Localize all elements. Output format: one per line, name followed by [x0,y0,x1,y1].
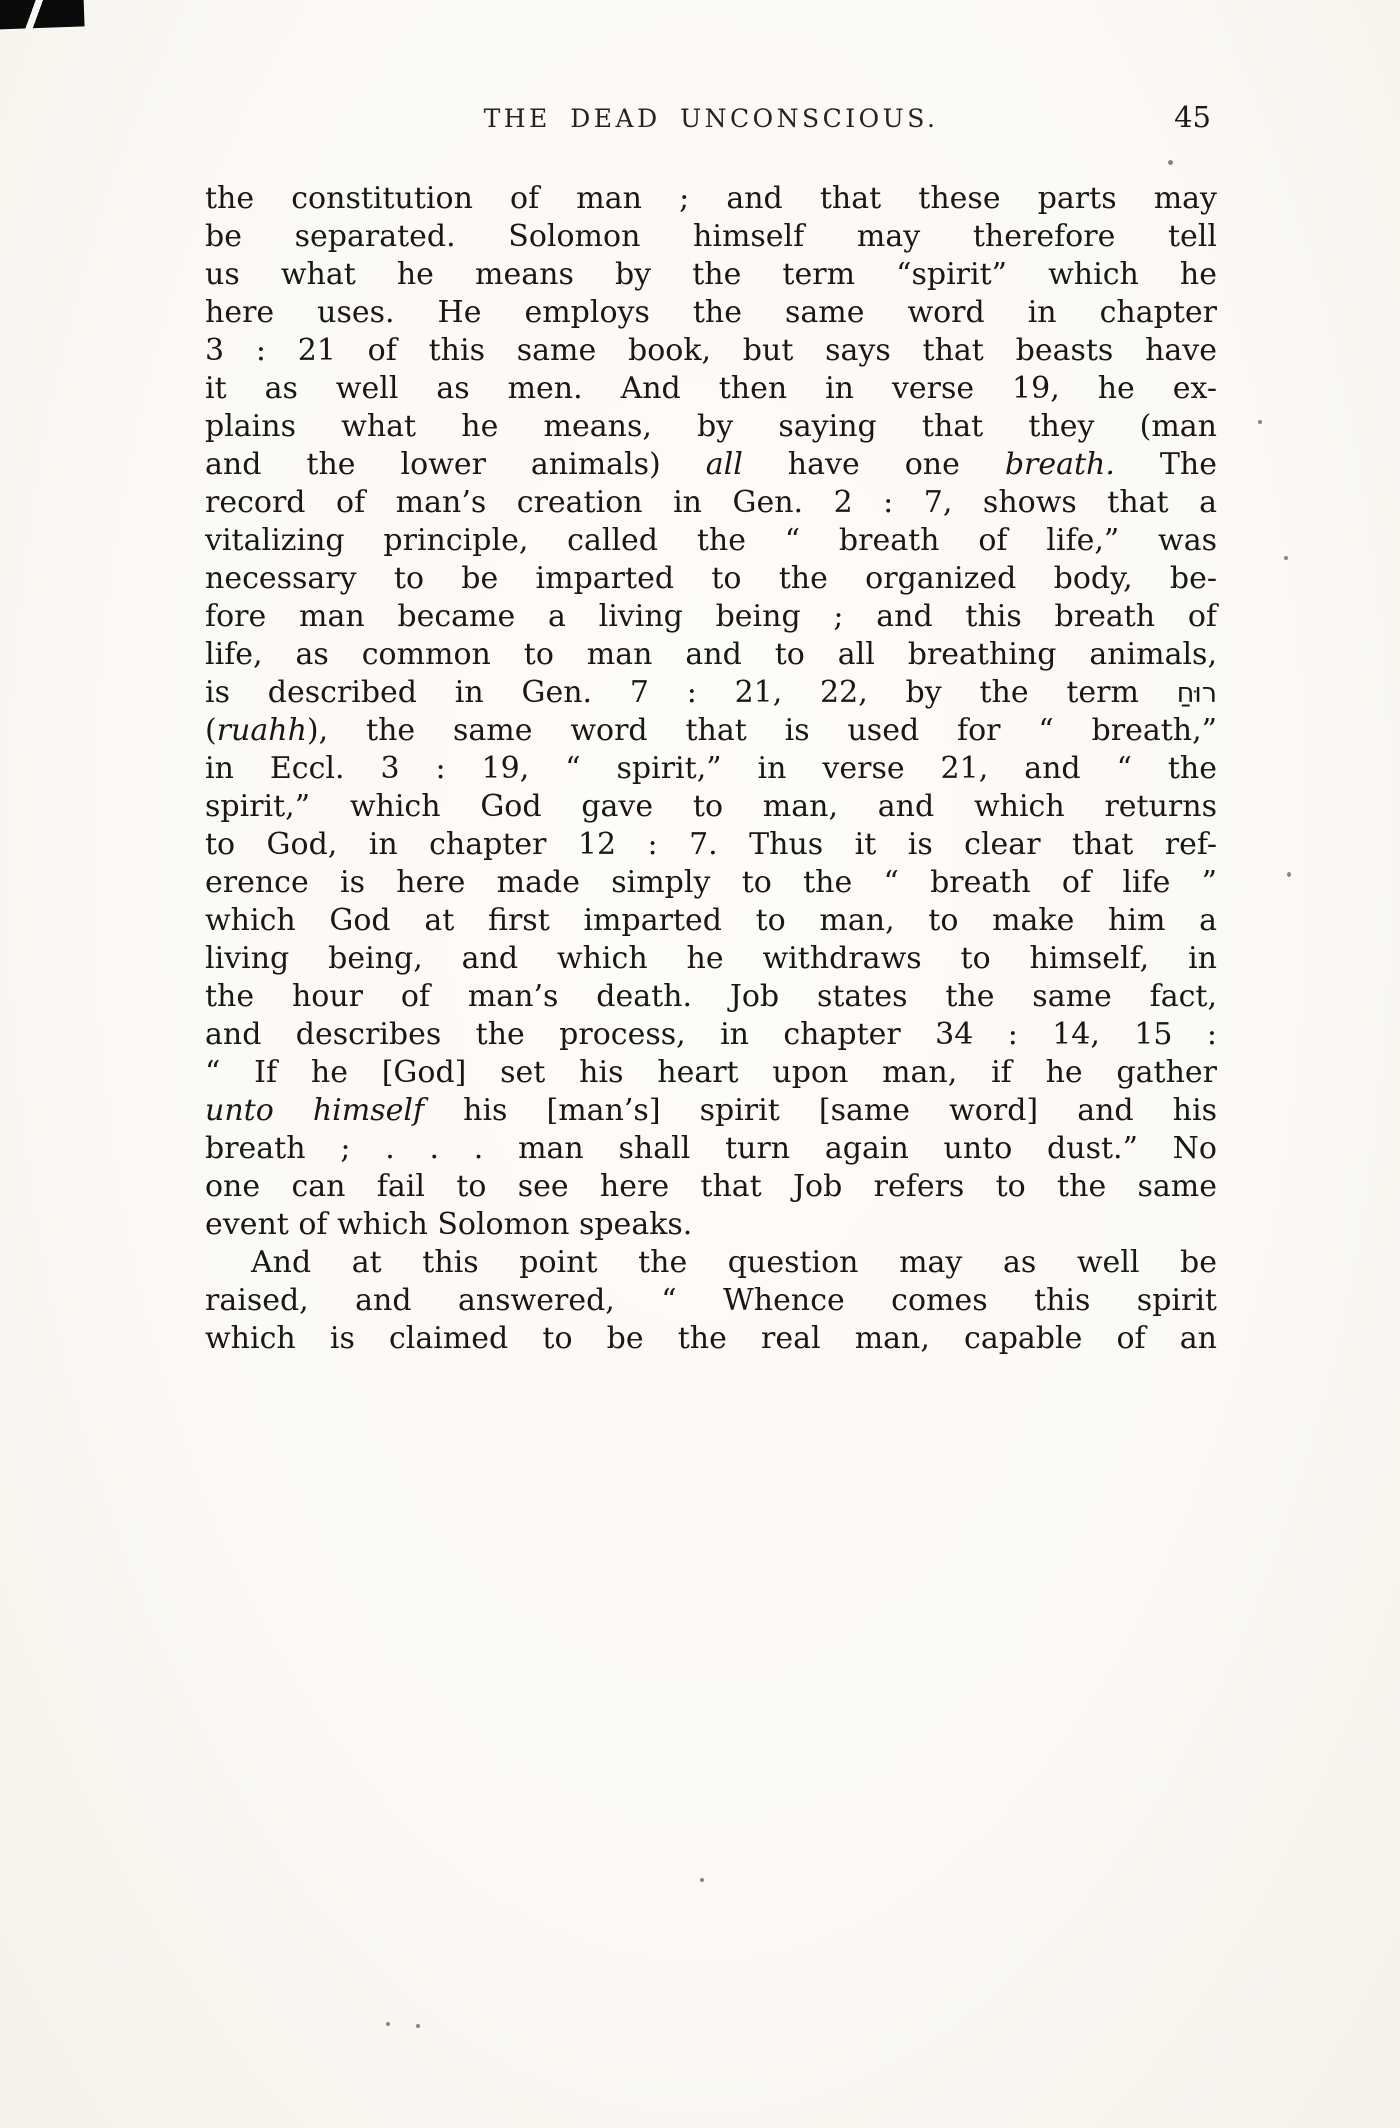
text-run: his [man’s] spirit [same word] and his [424,1093,1217,1128]
text-run: which God at first imparted to man, to make him a [205,903,1217,938]
text-run: all [705,447,743,482]
text-run: The [1114,447,1217,482]
text-run: and the lower animals) [205,447,706,482]
text-line [205,484,1217,522]
text-line [205,1092,1217,1130]
text-run: plains what he means, by saying that they (man [205,409,1217,444]
text-run: 3 : 21 of this same book, but says that beasts have [205,333,1217,368]
text-line [205,598,1217,636]
text-line [205,294,1217,332]
text-run: the constitution of man ; and that these parts may [205,181,1217,216]
text-run: record of man’s creation in Gen. 2 : 7, shows that a [205,485,1217,520]
scan-speck [386,2022,390,2026]
text-run: have one [742,447,1005,482]
text-line [205,1130,1217,1168]
text-line [205,522,1217,560]
scan-corner-artifact [0,0,85,30]
text-run: living being, and which he withdraws to himself, in [205,941,1217,976]
text-run: ( [205,713,217,748]
text-line [205,636,1217,674]
page-number: 45 [1174,100,1211,134]
text-run: the hour of man’s death. Job states the same fact, [205,979,1217,1014]
text-line [205,978,1217,1016]
text-run: to God, in chapter 12 : 7. Thus it is clear that ref- [205,827,1217,862]
text-run: necessary to be imparted to the organized body, be- [205,561,1217,596]
text-run: erence is here made simply to the “ breath of life ” [205,865,1217,900]
text-line [205,1206,1217,1244]
text-run: us what he means by the term “spirit” which he [205,257,1217,292]
text-run: unto himself [205,1093,425,1128]
text-run: which is claimed to be the real man, capable of an [205,1321,1217,1356]
text-run: in Eccl. 3 : 19, “ spirit,” in verse 21, and “ the [205,751,1217,786]
scan-speck [1258,420,1262,424]
text-run: ruahh [216,713,307,748]
text-run: it as well as men. And then in verse 19, he ex- [205,371,1217,406]
text-run: And at this point the question may as well be [251,1245,1217,1280]
text-run: is described in Gen. 7 : 21, 22, by the term [205,675,1177,710]
text-run: one can fail to see here that Job refers to the same [205,1169,1217,1204]
body-text [205,180,1217,1358]
text-line [205,826,1217,864]
text-line [205,864,1217,902]
text-run: life, as common to man and to all breathing animals, [205,637,1217,672]
scan-speck [1168,160,1173,165]
text-line [205,674,1217,712]
text-run: vitalizing principle, called the “ breath of life,” was [205,523,1217,558]
text-line [205,446,1217,484]
text-line [205,1320,1217,1358]
text-run: raised, and answered, “ Whence comes this spirit [205,1283,1217,1318]
text-run: “ If he [God] set his heart upon man, if he gather [205,1055,1217,1090]
text-line [205,788,1217,826]
text-run: be separated. Solomon himself may therefore tell [205,219,1217,254]
text-line [205,1016,1217,1054]
text-line [205,408,1217,446]
text-line [205,1282,1217,1320]
text-line [205,712,1217,750]
text-run: spirit,” which God gave to man, and which returns [205,789,1217,824]
scan-speck [416,2024,420,2028]
text-line [205,256,1217,294]
text-line [205,180,1217,218]
text-line [205,1054,1217,1092]
text-line [205,750,1217,788]
text-run: breath. [1004,447,1115,482]
running-header [205,100,1217,144]
page-title: THE DEAD UNCONSCIOUS. [483,104,939,133]
text-line [205,1244,1217,1282]
text-run: fore man became a living being ; and this breath of [205,599,1217,634]
text-run: breath ; . . . man shall turn again unto dust.” No [205,1131,1217,1166]
text-line [205,560,1217,598]
text-line [205,940,1217,978]
scan-speck [1287,872,1291,877]
scan-speck [700,1878,704,1882]
text-line [205,1168,1217,1206]
text-run: event of which Solomon speaks. [205,1207,693,1242]
text-line [205,902,1217,940]
text-line [205,218,1217,256]
text-run: here uses. He employs the same word in chapter [205,295,1217,330]
text-run: ), the same word that is used for “ breath,” [306,713,1217,748]
text-line [205,332,1217,370]
scan-speck [1284,556,1288,560]
text-run: and describes the process, in chapter 34 : 14, 15 : [205,1017,1217,1052]
hebrew-word: רוּחַ [1176,678,1217,709]
text-line [205,370,1217,408]
